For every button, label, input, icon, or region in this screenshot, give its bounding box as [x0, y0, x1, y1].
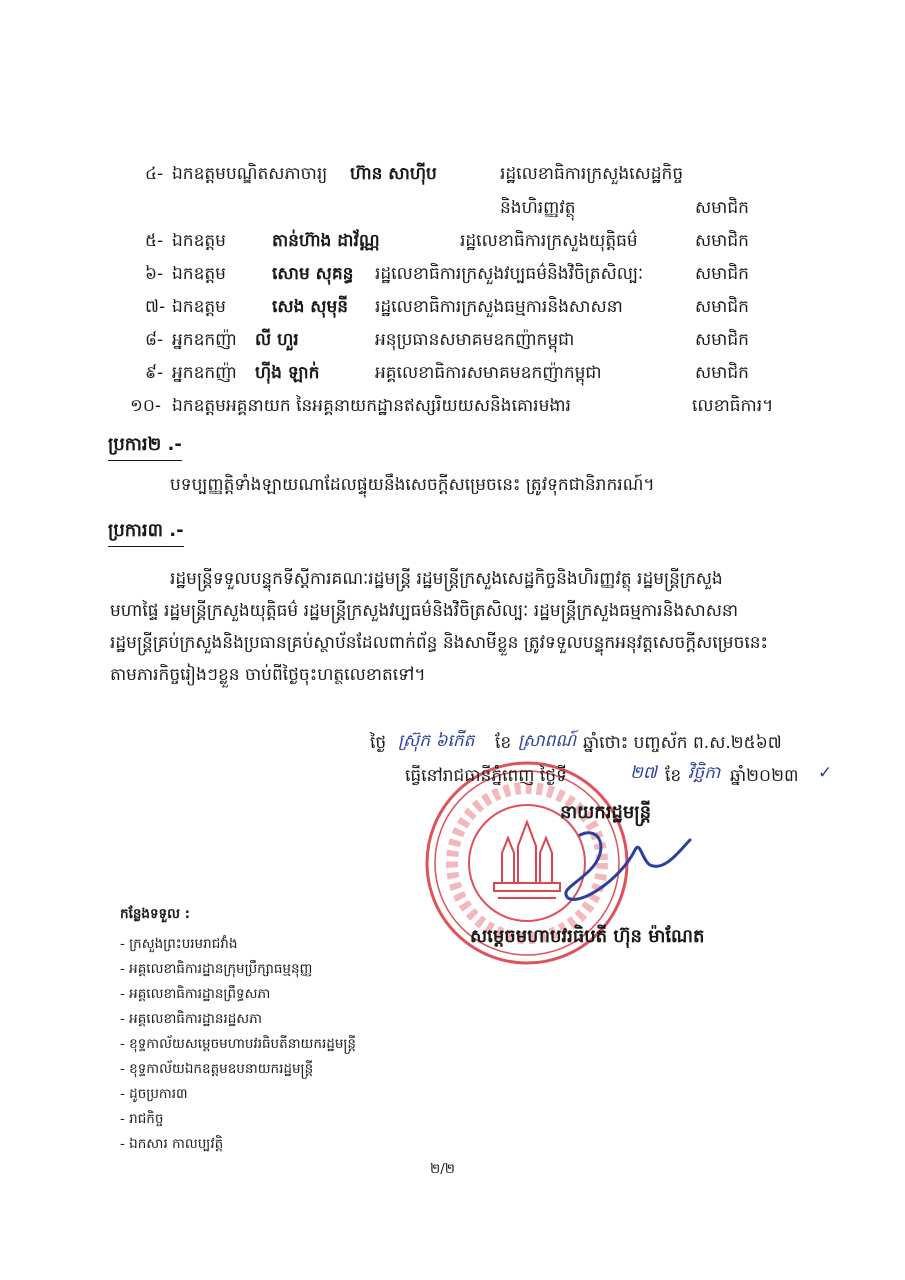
solar-day-handwritten: ២៧ [630, 763, 657, 783]
signatory-name: សម្តេចមហាបវរធិបតី ហ៊ុន ម៉ាណែត [470, 926, 705, 947]
handwritten-signature [540, 820, 700, 910]
member-title: អ្នកឧកញ៉ា [172, 363, 237, 383]
recipient-item: - អគ្គលេខាធិការដ្ឋានព្រឹទ្ធសភា [120, 986, 271, 1002]
member-title: ឯកឧត្តមអគ្គនាយក នៃអគ្គនាយកដ្ឋានឥស្សរិយយសនិងគោរមងារ [172, 396, 571, 416]
member-title: ឯកឧត្តម [172, 231, 226, 251]
recipient-item: - ខុទ្ទកាល័យឯកឧត្តមឧបនាយករដ្ឋមន្ត្រី [120, 1061, 314, 1077]
member-title: ឯកឧត្តមបណ្ឌិតសភាចារ្យ [172, 164, 328, 184]
check-mark-icon: ✓ [818, 763, 833, 783]
member-role: លេខាធិការ។ [692, 396, 774, 416]
member-number: ៧- [145, 297, 166, 317]
recipient-item: - ខុទ្ទកាល័យសម្តេចមហាបវរធិបតីនាយករដ្ឋមន្ត្រី [120, 1036, 356, 1052]
solar-month-label: ខែ [665, 766, 682, 786]
member-title: អ្នកឧកញ៉ា [172, 330, 237, 350]
recipients-heading: កន្លែងទទួល : [120, 906, 191, 922]
article-3-line: រដ្ឋមន្ត្រីទទួលបន្ទុកទីស្តីការគណៈរដ្ឋមន្ត្រី រដ្ឋមន្ត្រីក្រសួងសេដ្ឋកិច្ចនិងហិរញ្ញវត្ថុ រដ្ឋមន្ត្រីក្រសួង [170, 569, 723, 589]
member-position: អនុប្រធានសមាគមឧកញ៉ាកម្ពុជា [375, 330, 575, 350]
article-3-line: តាមភារកិច្ចរៀងៗខ្លួន ចាប់ពីថ្ងៃចុះហត្ថលេខាតទៅ។ [110, 665, 426, 685]
recipient-item: - រាជកិច្ច [120, 1111, 164, 1127]
lunar-month-handwritten: ស្រាពណ៍ [518, 731, 577, 751]
recipient-item: - អគ្គលេខាធិការដ្ឋានរដ្ឋសភា [120, 1011, 262, 1027]
member-role: សមាជិក [695, 363, 749, 383]
member-name: សោម សុគន្ធ [272, 264, 354, 284]
member-name: ហ៊ីង ឡាក់ [255, 363, 320, 383]
article-3-line: រដ្ឋមន្ត្រីគ្រប់ក្រសួងនិងប្រធានគ្រប់ស្ថាប័នដែលពាក់ព័ន្ធ និងសាមីខ្លួន ត្រូវទទួលបន្ទុកអនុវត្តសេចក្តីសម្រេចនេះ [110, 633, 769, 653]
recipient-item: - ដូចប្រការ៣ [120, 1086, 188, 1102]
solar-year: ឆ្នាំ២០២៣ [730, 766, 799, 786]
article-2-text: បទប្បញ្ញត្តិទាំងឡាយណាដែលផ្ទុយនឹងសេចក្តីសម្រេចនេះ ត្រូវទុកជានិរាករណ៍។ [170, 475, 655, 495]
article-3-heading: ប្រការ៣ .- [108, 518, 184, 547]
member-position: រដ្ឋលេខាធិការក្រសួងវប្បធម៌និងវិចិត្រសិល្បៈ [375, 264, 644, 284]
member-role: សមាជិក [695, 264, 749, 284]
member-name: លី ហួរ [255, 330, 299, 350]
lunar-day-label: ថ្ងៃ [370, 733, 387, 753]
member-position: រដ្ឋលេខាធិការក្រសួងសេដ្ឋកិច្ច [500, 164, 684, 184]
member-role: សមាជិក [695, 330, 749, 350]
article-2-heading: ប្រការ២ .- [108, 432, 182, 461]
recipient-item: - ក្រសួងព្រះបរមរាជវាំង [120, 936, 238, 952]
lunar-year: ឆ្នាំថោះ បញ្ចស័ក ព.ស.២៥៦៧ [583, 733, 782, 753]
page-number: ២/២ [430, 1161, 455, 1177]
member-number: ១០- [130, 396, 162, 416]
member-number: ៦- [145, 264, 164, 284]
member-position-cont: និងហិរញ្ញវត្ថុ [500, 198, 576, 218]
member-position: រដ្ឋលេខាធិការក្រសួងធម្មការនិងសាសនា [375, 297, 623, 317]
member-name: តាន់ហ៊ាង ដាវ័ណ្ណ [272, 231, 380, 251]
member-role: សមាជិក [695, 231, 749, 251]
member-position: រដ្ឋលេខាធិការក្រសួងយុត្តិធម៌ [460, 231, 638, 251]
solar-place-label: ធ្វើនៅរាជធានីភ្នំពេញ ថ្ងៃទី [405, 766, 567, 786]
article-3-line: មហាផ្ទៃ រដ្ឋមន្ត្រីក្រសួងយុត្តិធម៌ រដ្ឋមន្ត្រីក្រសួងវប្បធម៌និងវិចិត្រសិល្បៈ រដ្ឋមន្ត្រីក្រសួងធម្មការនិងសាសនា [110, 601, 739, 621]
member-role: សមាជិក [695, 198, 749, 218]
member-name: សេង សុមុនី [272, 297, 349, 317]
member-number: ៤- [145, 164, 164, 184]
member-role: សមាជិក [695, 297, 749, 317]
recipient-item: - អគ្គលេខាធិការដ្ឋានក្រុមប្រឹក្សាធម្មនុញ្ញ [120, 961, 313, 977]
member-position: អគ្គលេខាធិការសមាគមឧកញ៉ាកម្ពុជា [375, 363, 602, 383]
signatory-office: នាយករដ្ឋមន្ត្រី [560, 802, 652, 823]
member-number: ៥- [145, 231, 164, 251]
member-title: ឯកឧត្តម [172, 297, 226, 317]
member-title: ឯកឧត្តម [172, 264, 226, 284]
member-number: ៨- [145, 330, 164, 350]
member-name: ហ៊ាន សាហ៊ីប [350, 164, 437, 184]
solar-month-handwritten: វិច្ឆិកា [688, 763, 721, 783]
recipient-item: - ឯកសារ កាលប្បវត្តិ [120, 1136, 224, 1152]
lunar-month-label: ខែ [495, 733, 512, 753]
lunar-day-handwritten: ស្រ៊ុក ៦កើត [398, 731, 475, 751]
member-number: ៩- [145, 363, 164, 383]
